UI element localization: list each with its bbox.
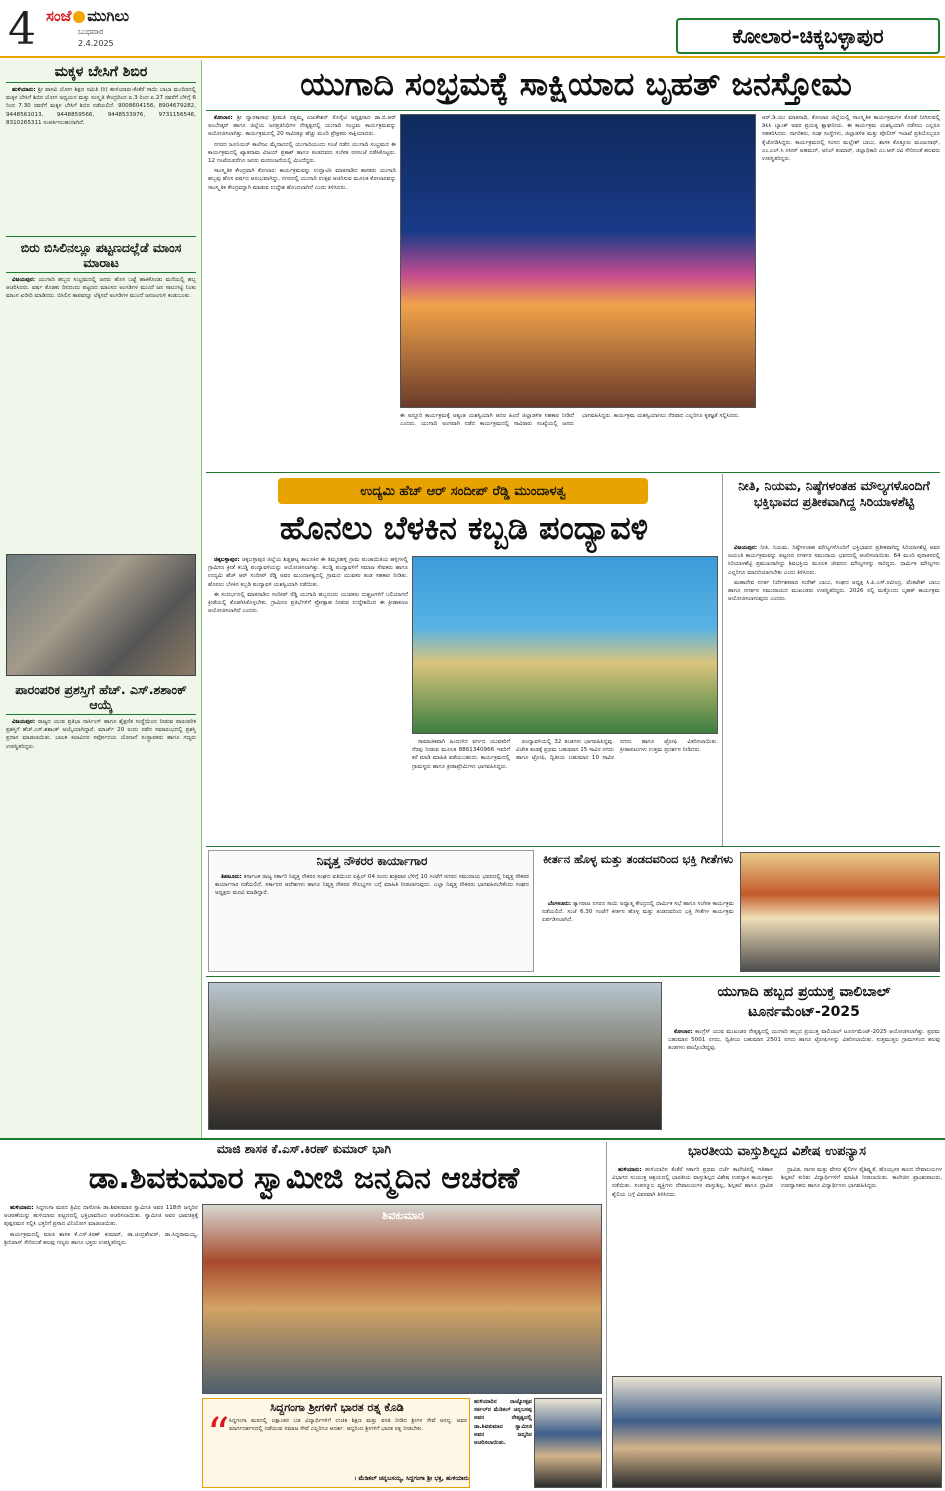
sun-logo-icon — [73, 11, 85, 23]
summer-camp-text: ಶ್ರೀ ವಾಸವಿ ಯೋಗ ಶಿಕ್ಷಣ ಸಮಿತಿ (ರಿ) ಹುಳಿಯಾರು-ಕೆಂಕೆರೆ ಸಾಯಿ ಬಾಬಾ ಮಂದಿರದಲ್ಲಿ ಮಕ್ಕಳ ಬೇಸಿಗೆ ಶಿಬಿರ ಯೋಗ ಅಧ್ಯಯನ ಮತ್ತು ಸಂಸ್ಕೃತಿ ಕೇಂದ್ರದಿಂದ ಏ.3 ರಿಂದ ಏ.27 ರವರೆಗೆ ಬೆಳಿಗ್ಗೆ 6 ರಿಂದ 7.30 ರವರೆಗೆ ಮಕ್ಕಳ ಬೇಸಿಗೆ ಶಿಬಿರ ನಡೆಯಲಿದೆ. 9008604156, 8904679282, 9448561013, 9448859566, 9448533976, 9731156546, 8310265311 ಸಂಪರ್ಕಿಸಬಹುದಾಗಿದೆ. — [6, 87, 196, 126]
nithi-text-1: ನೀತಿ, ನಿಯಮ, ನಿಷ್ಠೆಗಳಂತಹ ಮೌಲ್ಯಗಳೊಂದಿಗೆ ಭಕ್ತಿಭಾವದ ಪ್ರತೀಕವಾಗಿದ್ದ ಸಿರಿಯಾಳಶೆಟ್ಟಿ ಅವರ ಜಯಂತಿ ಕಾರ್ಯಕ್ರಮವನ್ನು ಪಟ್ಟಣದ ನಗರ್ತರ ಸಮುದಾಯ ಭವನದಲ್ಲಿ ಆಚರಿಸಲಾಯಿತು. 64 ಮಂದಿ ಪುರಾತನರಲ್ಲಿ ಸಿರಿಯಾಳಶೆಟ್ಟಿ ಪ್ರಮುಖರಾಗಿದ್ದು ಶಿವಭಕ್ತಿಯ ಮೂಲಕ ಜೀವನದ ಮೌಲ್ಯಗಳನ್ನು ಸಾರಿದ್ದರು. ಧಾರ್ಮಿಕ ಮೌಲ್ಯಗಳು ಎಲ್ಲರಿಗೂ ಮಾದರಿಯಾಗಬೇಕು ಎಂದು ತಿಳಿಸಿದರು. — [728, 545, 940, 576]
meat-market-photo — [6, 554, 196, 676]
retired-dateline: ತಿಪಟೂರು: — [221, 874, 242, 880]
nithi-headline: ನೀತಿ, ನಿಯಮ, ನಿಷ್ಠೆಗಳಂತಹ ಮೌಲ್ಯಗಳೊಂದಿಗೆ ಭಕ್ತಿಭಾವದ ಪ್ರತೀಕವಾಗಿದ್ದ ಸಿರಿಯಾಳಶೆಟ್ಟಿ — [738, 478, 930, 509]
brand-part1: ಸಂಜೆ — [46, 7, 72, 25]
volleyball-headline: ಯುಗಾದಿ ಹಬ್ಬದ ಪ್ರಯುಕ್ತ ವಾಲಿಬಾಲ್ ಟೂರ್ನಮೆಂಟ್-2025 — [717, 984, 891, 1020]
kabaddi-headline: ಹೊನಲು ಬೆಳಕಿನ ಕಬ್ಬಡಿ ಪಂದ್ಯಾವಳಿ — [279, 509, 649, 547]
brand-part2: ಮುಗಿಲು — [87, 7, 130, 25]
kabaddi-text-3: ಸಾಮಾಜಿಕವಾಗಿ ಹಿಂದುಳಿದ ವರ್ಗದ ಯುವಕರಿಗೆ ನೆರವು ನೀಡುವ ಮೂಲಕ 8861340966 ಇವರಿಗೆ ಕರೆ ಮಾಡಿ ಮಾಹಿತಿ ಪಡೆಯಬಹುದು. ಕಾರ್ಯಕ್ರಮದಲ್ಲಿ ಗ್ರಾಮಸ್ಥರು ಹಾಗೂ ಕ್ರೀಡಾಪ್ರೇಮಿಗಳು ಭಾಗವಹಿಸಿದ್ದರು. — [412, 739, 510, 770]
lead-text-2: ನಗರದ ಜೂನಿಯರ್ ಕಾಲೇಜು ಮೈದಾನದಲ್ಲಿ ಯುಗಾದಿಯಂದು ಸಂಜೆ ನಡೆದ ಯುಗಾದಿ ಸಂಭ್ರಮದ ಈ ಕಾರ್ಯಕ್ರಮದಲ್ಲಿ ಖ್ಯಾತನಾಮ ವಿಜಯ್ ಪ್ರಕಾಶ್ ಹಾಗೂ ತಂಡದವರು ಸಂಗೀತ ರಸಸಂಜೆ ನಡೆಸಿಕೊಟ್ಟರು. 12 ಗಂಟೆಯವರೆಗೂ ಜನರು ಮನರಂಜನೆಯಲ್ಲಿ ಮಿಂದೆದ್ದರು. — [208, 141, 396, 165]
issue-date: 2.4.2025 — [78, 39, 114, 48]
birthday-dateline: ಹುಳಿಯಾರು: — [10, 1205, 34, 1211]
vastu-body — [612, 1166, 942, 1372]
quote-author: । ಮೆಡಿಕಲ್ ಚನ್ನಬಸಯ್ಯ, ಸಿದ್ದಗಂಗಾ ಶ್ರೀ ಭಕ್ತ, ಹುಳಿಯಾರು — [354, 1475, 469, 1482]
kabaddi-banner: ಉದ್ಯಮಿ ಹೆಚ್ ಆರ್ ಸಂದೀಪ್ ರೆಡ್ಡಿ ಮುಂದಾಳತ್ವ — [278, 478, 648, 504]
yugadi-stage-photo — [400, 114, 756, 408]
retired-text: ಕರ್ನಾಟಕ ರಾಜ್ಯ ಸರ್ಕಾರಿ ನಿವೃತ್ತ ನೌಕರರ ಸಂಘದ ವತಿಯಿಂದ ಏಪ್ರಿಲ್ 04 ರಂದು ಶುಕ್ರವಾರ ಬೆಳಿಗ್ಗೆ 10 ಗಂಟೆಗೆ ನಗರದ ಸಮುದಾಯ ಭವನದಲ್ಲಿ ನಿವೃತ್ತ ನೌಕರರ ಕಾರ್ಯಾಗಾರ ನಡೆಯಲಿದೆ. ಸರ್ಕಾರದ ಆದೇಶಗಳು ಹಾಗೂ ನಿವೃತ್ತ ನೌಕರರ ಸೌಲಭ್ಯಗಳ ಬಗ್ಗೆ ಮಾಹಿತಿ ನೀಡಲಾಗುವುದು. ಎಲ್ಲಾ ನಿವೃತ್ತ ನೌಕರರು ಭಾಗವಹಿಸಬೇಕೆಂದು ಸಂಘದ ಅಧ್ಯಕ್ಷರು ಮನವಿ ಮಾಡಿದ್ದಾರೆ. — [215, 874, 529, 897]
column-divider — [606, 1142, 607, 1488]
divider — [206, 846, 940, 847]
meat-sale-text: ಯುಗಾದಿ ಹಬ್ಬದ ಸಂಭ್ರಮದಲ್ಲಿ ಜನರು ಹೊಸ ಬಟ್ಟೆ ಹಾಕಿಕೊಂಡು ಮನೆಯಲ್ಲಿ ಹಬ್ಬ ಆಚರಿಸಿದರು. ವರ್ಷ ತೊಡಕು ದಿನದಂದು ಪಟ್ಟಣದ ಮಾಂಸದ ಅಂಗಡಿಗಳ ಮುಂದೆ ಜನ ಸಾಲುಗಟ್ಟಿ ನಿಂತು ಮಾಂಸ ಖರೀದಿ ಮಾಡಿದರು. ಬಿಸಿಲಿನ ತಾಪವನ್ನೂ ಲೆಕ್ಕಿಸದೆ ಅಂಗಡಿಗಳ ಮುಂದೆ ಜನಜಂಗುಳಿ ಕಂಡುಬಂತು. — [6, 277, 196, 300]
keertana-dateline: ಬೆಂಗಳೂರು: — [548, 901, 572, 907]
nithi-body — [728, 544, 940, 840]
lead-dateline: ಕೋಲಾರ: — [214, 115, 233, 121]
left-column — [0, 60, 202, 1140]
lead-headline: ಯುಗಾದಿ ಸಂಭ್ರಮಕ್ಕೆ ಸಾಕ್ಷಿಯಾದ ಬೃಹತ್ ಜನಸ್ತೋಮ — [300, 65, 852, 103]
lead-text-1: ಶ್ರೀ ದ್ವಾರಕಾನಾಥ ಶ್ರೀಮತಿ ರತ್ನಮ್ಮ ಎಜುಕೇಶನ್ ಸೊಸೈಟಿ ಅಧ್ಯಕ್ಷರಾದ ಡಾ.ಬಿ.ಆರ್ ಅಂಬೇಡ್ಕರ್ ಹಾಗೂ ಜಿಲ್ಲೆಯ ಜನಪ್ರತಿನಿಧಿಗಳ ನೇತೃತ್ವದಲ್ಲಿ ಯುಗಾದಿ ಸಂಭ್ರಮ ಕಾರ್ಯಕ್ರಮವನ್ನು ಆಯೋಜಿಸಲಾಗಿತ್ತು. ಕಾರ್ಯಕ್ರಮದಲ್ಲಿ 20 ಸಾವಿರಕ್ಕೂ ಹೆಚ್ಚು ಮಂದಿ ಪ್ರೇಕ್ಷಕರು ಸಾಕ್ಷಿಯಾದರು. — [208, 115, 396, 138]
story-meat-sale — [6, 240, 196, 476]
award-text: ರಾಜ್ಯದ ಯುವ ಪ್ರತಿಭಾ ನಾರ್ಸಿಂಗ್ ಹಾಗೂ ಶೈಕ್ಷಣಿಕ ಸಂಸ್ಥೆಯಿಂದ ನೀಡುವ ಪಾರಂಪರಿಕ ಪ್ರಶಸ್ತಿಗೆ ಹೆಚ್.ಎಸ್.ಶಶಾಂಕ್ ಆಯ್ಕೆಯಾಗಿದ್ದಾರೆ. ಮಾರ್ಚ್ 20 ರಂದು ನಡೆದ ಸಮಾರಂಭದಲ್ಲಿ ಪ್ರಶಸ್ತಿ ಪ್ರದಾನ ಮಾಡಲಾಯಿತು. ಬಾಲಕ ಕಲಾವಿದರ ಸರ್ವೋದಯ ಯೋಜನೆ ಸಂಸ್ಥಾಪಕರು ಹಾಗೂ ಗಣ್ಯರು ಉಪಸ್ಥಿತರಿದ್ದರು. — [6, 719, 196, 750]
kabaddi-team-photo — [412, 556, 718, 734]
birthday-quote-box — [202, 1398, 470, 1488]
divider — [6, 236, 196, 237]
keertana-box — [540, 850, 736, 972]
vastu-headline: ಭಾರತೀಯ ವಾಸ್ತುಶಿಲ್ಪದ ವಿಶೇಷ ಉಪನ್ಯಾಸ — [687, 1144, 866, 1159]
issue-day: ಬುಧವಾರ — [78, 27, 104, 36]
kabaddi-dateline: ಚಿಕ್ಕಬಳ್ಳಾಪುರ: — [214, 557, 240, 563]
summer-camp-body — [6, 86, 196, 256]
lead-body-left — [208, 114, 396, 470]
kabaddi-body-bottom — [412, 738, 718, 838]
birthday-celebration-photo — [202, 1204, 602, 1394]
vastu-text-2: ದ್ರಾವಿಡ, ನಾಗರ ಮತ್ತು ವೇಸರ ಶೈಲಿಗಳ ವೈಶಿಷ್ಟ್ಯತೆ, ಹೊಯ್ಸಳರ ಕಾಲದ ದೇವಾಲಯಗಳ ಶಿಲ್ಪಕಲೆ ಕುರಿತು ವಿದ್ಯಾರ್ಥಿಗಳಿಗೆ ಮಾಹಿತಿ ನೀಡಲಾಯಿತು. ಕಾಲೇಜಿನ ಪ್ರಾಂಶುಪಾಲರು, ಉಪನ್ಯಾಸಕರು ಹಾಗೂ ವಿದ್ಯಾರ್ಥಿಗಳು ಭಾಗವಹಿಸಿದ್ದರು. — [781, 1167, 942, 1190]
quote-title: ಸಿದ್ದಗಂಗಾ ಶ್ರೀಗಳಿಗೆ ಭಾರತ ರತ್ನ ಕೊಡಿ — [270, 1401, 404, 1414]
birthday-text-1: ಸಿದ್ದಗಂಗಾ ಮಠದ ತ್ರಿವಿಧ ದಾಸೋಹಿ ಡಾ.ಶಿವಕುಮಾರ ಸ್ವಾಮೀಜಿ ಅವರ 118ನೇ ಜನ್ಮದಿನ ಆಚರಣೆಯನ್ನು ಹುಳಿಯಾರು ಪಟ್ಟಣದಲ್ಲಿ ಭಕ್ತಿಭಾವದಿಂದ ಆಚರಿಸಲಾಯಿತು. ಸ್ವಾಮೀಜಿ ಅವರ ಭಾವಚಿತ್ರಕ್ಕೆ ಪುಷ್ಪನಮನ ಸಲ್ಲಿಸಿ ಭಕ್ತರಿಗೆ ಪ್ರಸಾದ ವಿನಿಯೋಗ ಮಾಡಲಾಯಿತು. — [4, 1205, 198, 1228]
retired-body — [215, 873, 529, 969]
kabaddi-text-1: ಚಿಕ್ಕಬಳ್ಳಾಪುರ ಜಿಲ್ಲೆಯ ಶಿಡ್ಲಘಟ್ಟ ತಾಲೂಕಿನ ಈ ತಿಮ್ಮನಹಳ್ಳಿ ಗ್ರಾಮ ಪಂಚಾಯಿತಿಯ ಹಳ್ಳಿಗಳಲ್ಲಿ ಗ್ರಾಮೀಣ ಕ್ರೀಡೆ ಕಬಡ್ಡಿ ಪಂದ್ಯಾವಳಿಯನ್ನು ಆಯೋಜಿಸಲಾಗಿತ್ತು. ಕಬಡ್ಡಿ ಪಂದ್ಯಾವಳಿಗೆ ಸಮಾಜ ಸೇವಕರು ಹಾಗೂ ಉದ್ಯಮಿ ಹೆಚ್ ಆರ್ ಸಂದೀಪ್ ರೆಡ್ಡಿ ಅವರ ಮುಂದಾಳತ್ವದಲ್ಲಿ ಗ್ರಾಮದ ಯುವಕರ ತಂಡ ಸಹಕಾರ ನೀಡಿತು. ಹೊನಲು ಬೆಳಕಿನ ಕಬ್ಬಡಿ ಪಂದ್ಯಾವಳಿ ಯಶಸ್ವಿಯಾಗಿ ನಡೆಯಿತು. — [208, 557, 408, 588]
volleyball-text: ಕಾಂಗ್ರೆಸ್ ಯುವ ಮುಖಂಡರ ನೇತೃತ್ವದಲ್ಲಿ ಯುಗಾದಿ ಹಬ್ಬದ ಪ್ರಯುಕ್ತ ವಾಲಿಬಾಲ್ ಟೂರ್ನಮೆಂಟ್-2025 ಆಯೋಜಿಸಲಾಗಿತ್ತು. ಪ್ರಥಮ ಬಹುಮಾನ 5001 ನಗದು, ದ್ವಿತೀಯ ಬಹುಮಾನ 2501 ನಗದು ಹಾಗೂ ಟ್ರೋಫಿಗಳನ್ನು ವಿತರಿಸಲಾಯಿತು. ಸುತ್ತಮುತ್ತಲ ಗ್ರಾಮಗಳಿಂದ ಹಲವು ತಂಡಗಳು ಪಾಲ್ಗೊಂಡಿದ್ದವು. — [668, 1029, 940, 1052]
district-label: ಕೋಲಾರ-ಚಿಕ್ಕಬಳ್ಳಾಪುರ — [676, 18, 940, 54]
divider — [0, 1138, 945, 1140]
quote-mark-icon: “ — [207, 1409, 230, 1460]
photo-shop-sign: ಶಿವಕುಮಾರ — [382, 1209, 424, 1222]
page-number: 4 — [8, 4, 36, 55]
nithi-text-2: ಮಹಾದೇವ ನಗರ್ತ ನಿರ್ದೇಶಕರಾದ ಸುರೇಶ್ ಬಾಬು, ಸಂಘದ ಅಧ್ಯಕ್ಷ ಸಿ.ಪಿ.ಎಸ್.ರವೀಂದ್ರ, ವೆಂಕಟೇಶ್ ಬಾಬು ಹಾಗೂ ನಗರ್ತರ ಸಮುದಾಯದ ಮುಖಂಡರು ಉಪಸ್ಥಿತರಿದ್ದರು. 2026 ರಲ್ಲಿ ಮತ್ತೊಂದು ಬೃಹತ್ ಕಾರ್ಯಕ್ರಮ ಆಯೋಜಿಸಲಾಗುವುದು ಎಂದರು. — [728, 579, 940, 603]
divider — [206, 110, 940, 111]
lead-body-right: ಆರ್.ಡಿ.ಯು ಮಾತನಾಡಿ, ಕೋಲಾರ ಜಿಲ್ಲೆಯಲ್ಲಿ ಸಾಂಸ್ಕೃತಿಕ ಕಾರ್ಯಕ್ರಮಗಳ ಕೊರತೆ ನೀಗಿಸುವಲ್ಲಿ ಡಿಸಿಸಿ ಬ್ಯಾಂಕ್ ಅವರ ಪ್ರಯತ್ನ ಶ್ಲಾಘನೀಯ. ಈ ಕಾರ್ಯಕ್ರಮ ಯಶಸ್ವಿಯಾಗಿ ನಡೆಸಲು ಎಲ್ಲರೂ ಸಹಕರಿಸಿದರು. ನಾಗರಿಕರು, ಸಂಘ ಸಂಸ್ಥೆಗಳು, ಜಿಲ್ಲಾಡಳಿತ ಮತ್ತು ಪೊಲೀಸ್ ಇಲಾಖೆ ಪ್ರತಿಯೊಬ್ಬರೂ ಕೈಜೋಡಿಸಿದ್ದರು. ಕಾರ್ಯಕ್ರಮದಲ್ಲಿ ಸಂಸದ ಮಲ್ಲೇಶ್ ಬಾಬು, ಶಾಸಕ ಕೊತ್ತೂರು ಮಂಜುನಾಥ್, ಎಂ.ಎಲ್.ಸಿ ನಸೀರ್ ಅಹಮದ್, ಅನಿಲ್ ಕುಮಾರ್, ಜಿಲ್ಲಾಧಿಕಾರಿ ಎಂ.ಆರ್.ರವಿ ಸೇರಿದಂತೆ ಹಲವರು ಉಪಸ್ಥಿತರಿದ್ದರು. — [762, 115, 940, 163]
birthday-body — [4, 1204, 198, 1488]
kabaddi-text-4: ಪಂದ್ಯಾವಳಿಯಲ್ಲಿ 32 ತಂಡಗಳು ಭಾಗವಹಿಸಿದ್ದವು. ವಿಜೇತ ತಂಡಕ್ಕೆ ಪ್ರಥಮ ಬಹುಮಾನ 15 ಸಾವಿರ ನಗದು ಹಾಗೂ ಟ್ರೋಫಿ, ದ್ವಿತೀಯ ಬಹುಮಾನ 10 ಸಾವಿರ ನಗದು ಹಾಗೂ ಟ್ರೋಫಿ ವಿತರಿಸಲಾಯಿತು. ಕ್ರೀಡಾಪಟುಗಳು ಉತ್ತಮ ಪ್ರದರ್ಶನ ನೀಡಿದರು. — [516, 739, 718, 762]
divider — [206, 976, 940, 977]
medical-channabasaiah-photo — [534, 1398, 602, 1488]
column-divider — [722, 474, 723, 846]
retired-headline: ನಿವೃತ್ತ ನೌಕರರ ಕಾರ್ಯಾಗಾರ — [316, 854, 428, 868]
meat-sale-body — [6, 276, 196, 476]
birthday-headline: ಡಾ.ಶಿವಕುಮಾರ ಸ್ವಾಮೀಜಿ ಜನ್ಮದಿನ ಆಚರಣೆ — [88, 1161, 520, 1196]
volleyball-body — [668, 1028, 940, 1130]
meat-sale-headline: ಬಿರು ಬಿಸಿಲಿನಲ್ಲೂ ಪಟ್ಟಣದಲ್ಲೆಡೆ ಮಾಂಸ ಮಾರಾಟ — [6, 240, 196, 273]
newspaper-brand — [46, 6, 172, 28]
award-dateline: ವಿಜಯಪುರ: — [12, 719, 36, 725]
birthday-kicker: ಮಾಜಿ ಶಾಸಕ ಕೆ.ಎಸ್.ಕಿರಣ್ ಕುಮಾರ್ ಭಾಗಿ — [216, 1142, 392, 1156]
birthday-side-note: ಹುಳಿಯಾರಿನ ರಾಜ್ಯೋತ್ಸವ ಸರ್ಕಲ್‌ನ ಮೆಡಿಕಲ್ ಚನ್ನಬಸಪ್ಪ ಅವರ ನೇತೃತ್ವದಲ್ಲಿ ಡಾ.ಶಿವಕುಮಾರ ಸ್ವಾಮೀಜಿ ಅವರ ಜನ್ಮದಿನ ಆಚರಿಸಲಾಯಿತು. — [474, 1399, 532, 1447]
keertana-text: ತ್ಯಾಗರಾಜ ನಗರದ ಸಾಯಿ ಅಧ್ಯಾತ್ಮ ಕೇಂದ್ರದಲ್ಲಿ ಧಾರ್ಮಿಕ ಸಭೆ ಹಾಗೂ ಸಂಗೀತ ಕಾರ್ಯಕ್ರಮ ನಡೆಯಲಿದೆ. ಸಂಜೆ 6.30 ಗಂಟೆಗೆ ಕೀರ್ತನ ಹೊಳ್ಳ ಮತ್ತು ತಂಡದವರಿಂದ ಭಕ್ತಿ ಗೀತೆಗಳ ಕಾರ್ಯಕ್ರಮ ಏರ್ಪಡಿಸಲಾಗಿದೆ. — [542, 901, 734, 924]
meat-sale-dateline: ವಿಜಯಪುರ: — [12, 277, 36, 283]
vastu-dateline: ಹುಳಿಯಾರು: — [618, 1167, 642, 1173]
vastu-text-1: ಹುಳಿಯಾರಿನ ಕೆಂಕೆರೆ ಸರ್ಕಾರಿ ಪ್ರಥಮ ದರ್ಜೆ ಕಾಲೇಜಿನಲ್ಲಿ ಇತಿಹಾಸ ವಿಭಾಗದ ಸಂಯುಕ್ತ ಆಶ್ರಯದಲ್ಲಿ ಭಾರತೀಯ ವಾಸ್ತುಶಿಲ್ಪದ ವಿಶೇಷ ಉಪನ್ಯಾಸ ಕಾರ್ಯಕ್ರಮ ನಡೆಯಿತು. ಸಂಪನ್ಮೂಲ ವ್ಯಕ್ತಿಗಳು ದೇವಾಲಯಗಳ ವಾಸ್ತುಶಿಲ್ಪ, ಶಿಲ್ಪಕಲೆ ಹಾಗೂ ದ್ರಾವಿಡ ಶೈಲಿಯ ಬಗ್ಗೆ ವಿವರವಾಗಿ ತಿಳಿಸಿದರು. — [612, 1167, 774, 1198]
summer-camp-headline: ಮಕ್ಕಳ ಬೇಸಿಗೆ ಶಿಬಿರ — [6, 64, 196, 83]
retired-box — [208, 850, 534, 972]
story-award — [6, 682, 196, 1158]
keertana-headline: ಕೀರ್ತನ ಹೊಳ್ಳ ಮತ್ತು ತಂಡದವರಿಂದ ಭಕ್ತಿ ಗೀತೆಗಳು — [543, 852, 733, 866]
quote-body: ಸಿದ್ದಗಂಗಾ ಮಠದಲ್ಲಿ ಲಕ್ಷಾಂತರ ಬಡ ವಿದ್ಯಾರ್ಥಿಗಳಿಗೆ ಉಚಿತ ಶಿಕ್ಷಣ ಮತ್ತು ವಸತಿ ನೀಡಿದ ಶ್ರೀಗಳ ಸೇವೆ ಅನನ್ಯ. ಅವರ ಮಾರ್ಗದರ್ಶನದಲ್ಲಿ ನಡೆಯುವ ಸಮಾಜ ಸೇವೆ ಎಲ್ಲರಿಗೂ ಆದರ್ಶ. ಆದ್ದರಿಂದ ಶ್ರೀಗಳಿಗೆ ಭಾರತ ರತ್ನ ನೀಡಬೇಕು. — [229, 1418, 467, 1433]
kabaddi-body-left — [208, 556, 408, 838]
summer-camp-dateline: ಹುಳಿಯಾರು: — [12, 87, 36, 93]
vastu-lecture-photo — [612, 1376, 942, 1488]
award-headline: ಪಾರಂಪರಿಕ ಪ್ರಶಸ್ತಿಗೆ ಹೆಚ್. ಎಸ್.ಶಶಾಂಕ್ ಆಯ್ಕೆ — [6, 682, 196, 715]
story-summer-camp — [6, 64, 196, 256]
volleyball-team-photo — [208, 982, 662, 1130]
masthead — [0, 0, 945, 58]
keertana-body — [542, 900, 734, 970]
nithi-dateline: ವಿಜಯಪುರ: — [734, 545, 758, 551]
birthday-text-2: ಕಾರ್ಯಕ್ರಮದಲ್ಲಿ ಮಾಜಿ ಶಾಸಕ ಕೆ.ಎಸ್.ಕಿರಣ್ ಕುಮಾರ್, ಡಾ.ಚಂದ್ರಶೇಖರ್, ಡಾ.ಸಿದ್ದರಾಮಯ್ಯ, ಶ್ರೀನಿವಾಸ್ ಸೇರಿದಂತೆ ಹಲವು ಗಣ್ಯರು ಹಾಗೂ ಭಕ್ತರು ಉಪಸ್ಥಿತರಿದ್ದರು. — [4, 1231, 198, 1246]
lead-text-3: ಸಾಂಸ್ಕೃತಿಕ ಕೇಂದ್ರವಾಗಿ ಕೋಲಾರ: ಕಾರ್ಯಕ್ರಮವನ್ನು ಉದ್ಘಾಟಿಸಿ ಮಾತನಾಡಿದ ಶಾಸಕರು ಯುಗಾದಿ ಹಬ್ಬವು ಹೊಸ ವರ್ಷದ ಆರಂಭವಾಗಿದ್ದು, ನಗರದಲ್ಲಿ ಯುಗಾದಿ ಉತ್ಸವ ಆಚರಿಸುವ ಮೂಲಕ ಕೋಲಾರವನ್ನು ಸಾಂಸ್ಕೃತಿಕ ಕೇಂದ್ರವನ್ನಾಗಿ ಮಾಡುವ ಉದ್ದೇಶ ಹೊಂದಲಾಗಿದೆ ಎಂದು ತಿಳಿಸಿದರು. — [208, 168, 396, 191]
lead-body-mid: ಈ ಅದ್ದೂರಿ ಕಾರ್ಯಕ್ರಮಕ್ಕೆ ಅತ್ಯಂತ ಯಶಸ್ವಿಯಾಗಿ ಆದರ ಹಿಂದೆ ಜಿಲ್ಲಾಡಳಿತ ಸಹಕಾರ ನೀಡಿದೆ ಎಂದರು. ಯುಗಾದಿ ಅಂಗವಾಗಿ ನಡೆದ ಕಾರ್ಯಕ್ರಮದಲ್ಲಿ ಸಾವಿರಾರು ಸಂಖ್ಯೆಯಲ್ಲಿ ಜನರು ಭಾಗವಹಿಸಿದ್ದರು. ಕಾರ್ಯಕ್ರಮ ಯಶಸ್ವಿಯಾಗಲು ನೆರವಾದ ಎಲ್ಲರಿಗೂ ಕೃತಜ್ಞತೆ ಸಲ್ಲಿಸಿದರು. — [400, 413, 740, 428]
kabaddi-text-2: ಈ ಸಂದರ್ಭದಲ್ಲಿ ಮಾತನಾಡಿದ ಸಂದೀಪ್ ರೆಡ್ಡಿ ಯುಗಾದಿ ಹಬ್ಬದಂದು ಯುವಕರು ದುಶ್ಚಟಗಳಿಗೆ ಬಲಿಯಾಗದೆ ಕ್ರೀಡೆಯಲ್ಲಿ ತೊಡಗಿಸಿಕೊಳ್ಳಬೇಕು. ಗ್ರಾಮೀಣ ಪ್ರತಿಭೆಗಳಿಗೆ ಪ್ರೋತ್ಸಾಹ ನೀಡುವ ಉದ್ದೇಶದಿಂದ ಈ ಕ್ರೀಡಾಕೂಟ ಆಯೋಜಿಸಲಾಗಿದೆ ಎಂದರು. — [208, 591, 408, 615]
keertana-event-photo — [740, 852, 940, 972]
award-body — [6, 718, 196, 1158]
divider — [206, 472, 940, 473]
volleyball-dateline: ಕೋಲಾರ: — [674, 1029, 693, 1035]
